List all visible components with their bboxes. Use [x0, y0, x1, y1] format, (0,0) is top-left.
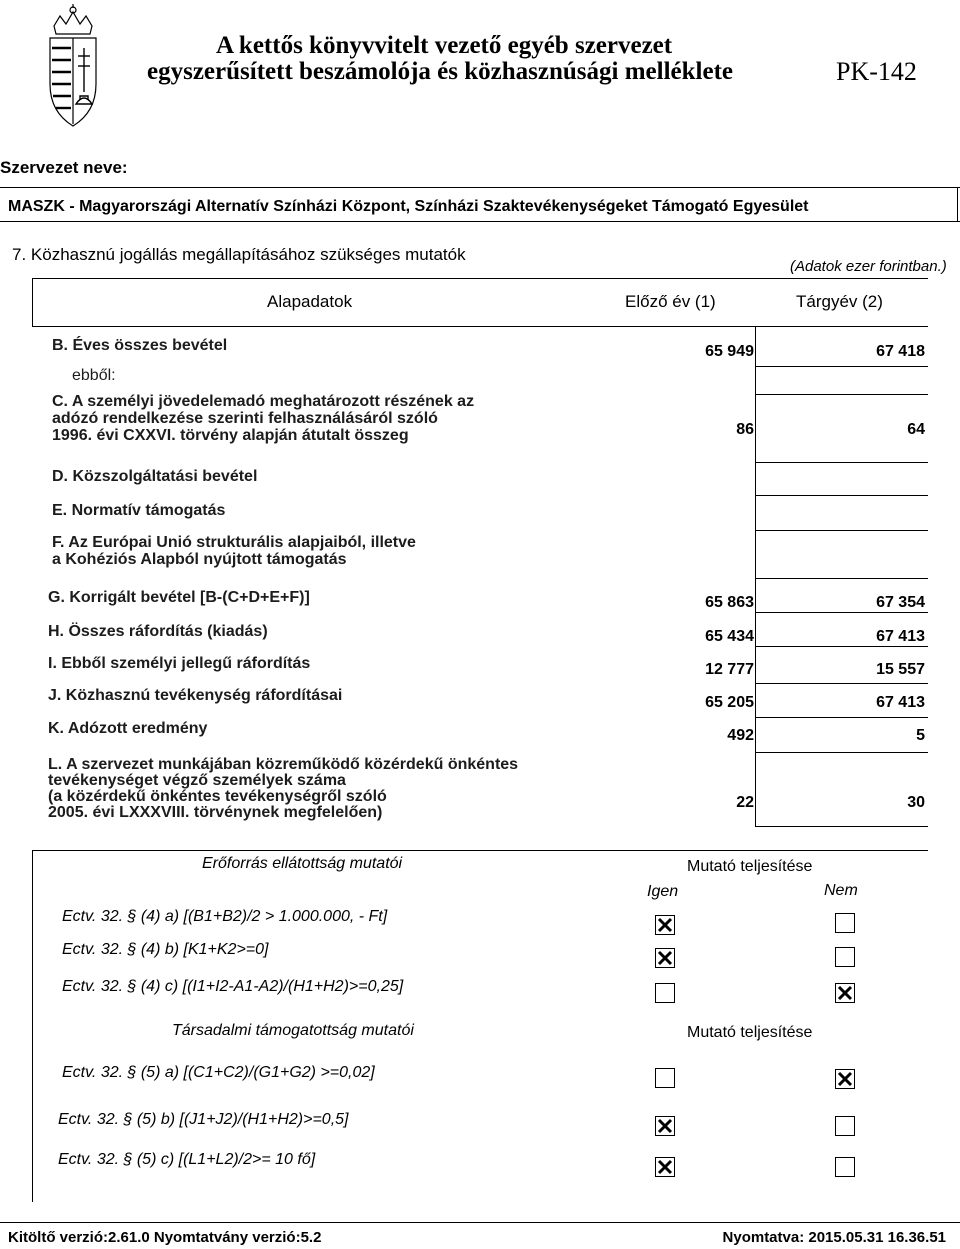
- form-code: PK-142: [836, 57, 917, 86]
- row-l-prev: 22: [736, 794, 754, 811]
- row-d-label: D. Közszolgáltatási bevétel: [52, 468, 258, 485]
- row-e-label: E. Normatív támogatás: [52, 502, 226, 519]
- resource-result-title: Mutató teljesítése: [687, 858, 813, 875]
- row-l-label-2: tevékenységet végző személyek száma: [48, 772, 346, 789]
- row-j-curr: 67 413: [876, 694, 925, 711]
- row-c-curr: 64: [907, 421, 925, 438]
- checkmark-x-icon: [656, 949, 674, 967]
- resource-item-1-no-checkbox[interactable]: [835, 913, 855, 933]
- social-result-title: Mutató teljesítése: [687, 1024, 813, 1041]
- row-k-label: K. Adózott eredmény: [48, 720, 208, 737]
- row-f-label-1: F. Az Európai Unió strukturális alapjaiból, illetve: [52, 534, 416, 551]
- row-g-prev: 65 863: [705, 594, 754, 611]
- social-item-2-yes-checkbox[interactable]: [655, 1116, 675, 1136]
- row-l-label-1: L. A szervezet munkájában közreműködő közérdekű önkéntes: [48, 756, 519, 773]
- row-j-label: J. Közhasznú tevékenység ráfordításai: [48, 687, 343, 704]
- social-item-3-no-checkbox[interactable]: [835, 1157, 855, 1177]
- row-l-label-3: (a közérdekű önkéntes tevékenységről szóló: [48, 788, 387, 805]
- form-title-line2: egyszerűsített beszámolója és közhasznúsági melléklete: [147, 58, 733, 85]
- checkmark-x-icon: [836, 1070, 854, 1088]
- col-header-current-year: Tárgyév (2): [796, 292, 883, 311]
- org-name: MASZK - Magyarországi Alternatív Színházi Központ, Színházi Szaktevékenységeket Támogató Egyesület: [8, 198, 809, 215]
- social-item-1-yes-checkbox[interactable]: [655, 1068, 675, 1088]
- section-title: 7. Közhasznú jogállás megállapításához szükséges mutatók: [12, 245, 466, 264]
- row-ebbol-label: ebből:: [72, 367, 116, 384]
- coat-of-arms-icon: [40, 4, 106, 130]
- row-b-label: B. Éves összes bevétel: [52, 337, 228, 354]
- row-l-label-4: 2005. évi LXXXVIII. törvénynek megfelelően): [48, 804, 383, 821]
- row-g-curr: 67 354: [876, 594, 925, 611]
- row-c-label-2: adózó rendelkezése szerinti felhasználásáról szóló: [52, 410, 438, 427]
- row-l-curr: 30: [907, 794, 925, 811]
- resource-item-3-label: Ectv. 32. § (4) c) [(I1+I2-A1-A2)/(H1+H2)>=0,25]: [62, 978, 404, 995]
- social-item-3-yes-checkbox[interactable]: [655, 1157, 675, 1177]
- form-title-line1: A kettős könyvvitelt vezető egyéb szervezet: [216, 32, 673, 59]
- unit-note: (Adatok ezer forintban.): [790, 258, 947, 275]
- yes-header: Igen: [647, 883, 679, 900]
- social-item-2-no-checkbox[interactable]: [835, 1116, 855, 1136]
- col-header-prev-year: Előző év (1): [625, 292, 716, 311]
- resource-item-3-no-checkbox[interactable]: [835, 983, 855, 1003]
- row-k-prev: 492: [727, 727, 754, 744]
- row-h-label: H. Összes ráfordítás (kiadás): [48, 623, 268, 640]
- row-g-label: G. Korrigált bevétel [B-(C+D+E+F)]: [48, 589, 310, 606]
- col-header-alapadatok: Alapadatok: [267, 292, 353, 311]
- org-label: Szervezet neve:: [0, 158, 128, 177]
- row-h-prev: 65 434: [705, 628, 754, 645]
- social-item-1-no-checkbox[interactable]: [835, 1069, 855, 1089]
- row-j-prev: 65 205: [705, 694, 754, 711]
- row-c-label-3: 1996. évi CXXVI. törvény alapján átutalt összeg: [52, 427, 409, 444]
- checkmark-x-icon: [656, 1158, 674, 1176]
- row-k-curr: 5: [916, 727, 925, 744]
- social-item-1-label: Ectv. 32. § (5) a) [(C1+C2)/(G1+G2) >=0,02]: [62, 1064, 375, 1081]
- social-item-2-label: Ectv. 32. § (5) b) [(J1+J2)/(H1+H2)>=0,5]: [58, 1111, 349, 1128]
- checkmark-x-icon: [656, 916, 674, 934]
- resource-title: Erőforrás ellátottság mutatói: [202, 855, 403, 872]
- row-i-label: I. Ebből személyi jellegű ráfordítás: [48, 655, 311, 672]
- row-b-curr: 67 418: [876, 343, 925, 360]
- checkmark-x-icon: [836, 984, 854, 1002]
- resource-item-3-yes-checkbox[interactable]: [655, 983, 675, 1003]
- resource-item-1-yes-checkbox[interactable]: [655, 915, 675, 935]
- row-b-prev: 65 949: [705, 343, 754, 360]
- row-i-curr: 15 557: [876, 661, 925, 678]
- row-h-curr: 67 413: [876, 628, 925, 645]
- row-f-label-2: a Kohéziós Alapból nyújtott támogatás: [52, 551, 347, 568]
- footer-version: Kitöltő verzió:2.61.0 Nyomtatvány verzió:5.2: [8, 1229, 322, 1246]
- checkmark-x-icon: [656, 1117, 674, 1135]
- social-item-3-label: Ectv. 32. § (5) c) [(L1+L2)/2>= 10 fő]: [58, 1151, 316, 1168]
- resource-item-1-label: Ectv. 32. § (4) a) [(B1+B2)/2 > 1.000.000, - Ft]: [62, 908, 388, 925]
- footer-printed: Nyomtatva: 2015.05.31 16.36.51: [722, 1229, 946, 1246]
- row-i-prev: 12 777: [705, 661, 754, 678]
- row-c-label-1: C. A személyi jövedelemadó meghatározott részének az: [52, 393, 475, 410]
- row-c-prev: 86: [736, 421, 754, 438]
- resource-item-2-label: Ectv. 32. § (4) b) [K1+K2>=0]: [62, 941, 269, 958]
- resource-item-2-no-checkbox[interactable]: [835, 947, 855, 967]
- social-title: Társadalmi támogatottság mutatói: [172, 1022, 414, 1039]
- no-header: Nem: [824, 882, 858, 899]
- resource-item-2-yes-checkbox[interactable]: [655, 948, 675, 968]
